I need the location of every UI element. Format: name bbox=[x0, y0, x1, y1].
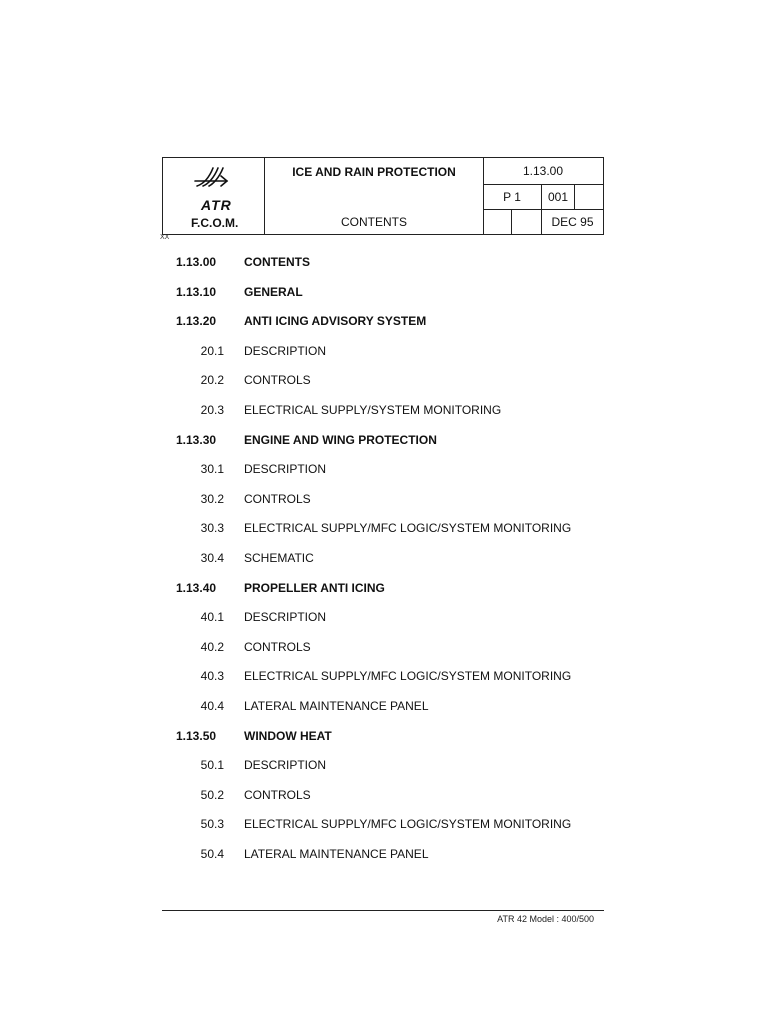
toc-entry-title: ELECTRICAL SUPPLY/MFC LOGIC/SYSTEM MONITORING bbox=[244, 817, 572, 831]
toc-entry-title: CONTROLS bbox=[244, 640, 311, 654]
reference-block bbox=[483, 158, 603, 234]
toc-entry-title: CONTENTS bbox=[244, 255, 310, 269]
chapter-title: ICE AND RAIN PROTECTION bbox=[292, 165, 456, 179]
toc-entry-number: 30.1 bbox=[200, 462, 224, 476]
footer-divider bbox=[162, 910, 604, 911]
toc-entry-number: 30.4 bbox=[200, 551, 224, 565]
toc-entry-number: 1.13.30 bbox=[176, 433, 217, 447]
blank-cell bbox=[575, 185, 603, 210]
toc-entry-number: 20.3 bbox=[200, 403, 224, 417]
atr-arrows-logo-icon bbox=[193, 164, 229, 192]
toc-entry bbox=[0, 816, 768, 832]
toc-entry bbox=[0, 343, 768, 359]
title-block bbox=[265, 158, 484, 234]
section-title: CONTENTS bbox=[341, 215, 407, 229]
toc-entry-title: LATERAL MAINTENANCE PANEL bbox=[244, 847, 429, 861]
atr-logo-text: ATR bbox=[201, 197, 232, 213]
manual-name: F.C.O.M. bbox=[191, 216, 239, 230]
toc-entry-number: 40.2 bbox=[200, 640, 224, 654]
toc-entry-title: CONTROLS bbox=[244, 492, 311, 506]
toc-entry-number: 1.13.00 bbox=[176, 255, 217, 269]
toc-entry-title: ELECTRICAL SUPPLY/SYSTEM MONITORING bbox=[244, 403, 502, 417]
toc-entry bbox=[0, 284, 768, 300]
toc-entry-title: LATERAL MAINTENANCE PANEL bbox=[244, 699, 429, 713]
toc-entry-title: GENERAL bbox=[244, 285, 303, 299]
toc-entry-number: 50.3 bbox=[200, 817, 224, 831]
toc-entry-number: 30.2 bbox=[200, 492, 224, 506]
toc-entry-number: 20.2 bbox=[200, 373, 224, 387]
toc-entry bbox=[0, 757, 768, 773]
reference-number: 1.13.00 bbox=[483, 158, 603, 185]
toc-entry-number: 40.1 bbox=[200, 610, 224, 624]
toc-entry bbox=[0, 639, 768, 655]
toc-entry bbox=[0, 402, 768, 418]
margin-mark: XX bbox=[160, 234, 170, 241]
page-number: P 1 bbox=[483, 185, 542, 210]
sequence-number: 001 bbox=[542, 185, 575, 210]
toc-entry-number: 20.1 bbox=[200, 344, 224, 358]
toc-entry bbox=[0, 580, 768, 596]
toc-entry-title: CONTROLS bbox=[244, 788, 311, 802]
toc-entry-title: DESCRIPTION bbox=[244, 462, 327, 476]
toc-entry-title: DESCRIPTION bbox=[244, 610, 327, 624]
toc-entry-title: ANTI ICING ADVISORY SYSTEM bbox=[244, 314, 427, 328]
toc-entry bbox=[0, 313, 768, 329]
toc-entry bbox=[0, 432, 768, 448]
document-header bbox=[162, 157, 604, 235]
footer-model: ATR 42 Model : 400/500 bbox=[497, 914, 594, 924]
toc-entry-number: 50.2 bbox=[200, 788, 224, 802]
toc-entry bbox=[0, 609, 768, 625]
toc-entry-title: SCHEMATIC bbox=[244, 551, 314, 565]
toc-entry bbox=[0, 550, 768, 566]
toc-entry bbox=[0, 787, 768, 803]
logo-block bbox=[163, 158, 265, 234]
toc-entry bbox=[0, 668, 768, 684]
toc-entry-title: DESCRIPTION bbox=[244, 758, 327, 772]
toc-entry-number: 30.3 bbox=[200, 521, 224, 535]
toc-entry-title: DESCRIPTION bbox=[244, 344, 327, 358]
toc-entry-number: 1.13.10 bbox=[176, 285, 217, 299]
toc-entry-number: 1.13.50 bbox=[176, 729, 217, 743]
toc-entry bbox=[0, 491, 768, 507]
toc-entry bbox=[0, 254, 768, 270]
toc-entry bbox=[0, 728, 768, 744]
blank-cell bbox=[512, 210, 542, 234]
toc-entry bbox=[0, 846, 768, 862]
toc-entry-title: ELECTRICAL SUPPLY/MFC LOGIC/SYSTEM MONITORING bbox=[244, 669, 572, 683]
toc-entry-number: 50.1 bbox=[200, 758, 224, 772]
toc-entry-title: ENGINE AND WING PROTECTION bbox=[244, 433, 437, 447]
revision-date: DEC 95 bbox=[551, 215, 594, 229]
toc-entry-number: 1.13.40 bbox=[176, 581, 217, 595]
toc-entry bbox=[0, 520, 768, 536]
toc-entry-title: ELECTRICAL SUPPLY/MFC LOGIC/SYSTEM MONITORING bbox=[244, 521, 572, 535]
toc-entry bbox=[0, 372, 768, 388]
toc-entry-number: 40.3 bbox=[200, 669, 224, 683]
toc-entry bbox=[0, 461, 768, 477]
toc-entry-number: 40.4 bbox=[200, 699, 224, 713]
toc-entry-title: CONTROLS bbox=[244, 373, 311, 387]
toc-entry-number: 1.13.20 bbox=[176, 314, 217, 328]
toc-entry bbox=[0, 698, 768, 714]
toc-entry-number: 50.4 bbox=[200, 847, 224, 861]
toc-entry-title: PROPELLER ANTI ICING bbox=[244, 581, 385, 595]
toc-entry-title: WINDOW HEAT bbox=[244, 729, 332, 743]
blank-cell bbox=[483, 210, 512, 234]
